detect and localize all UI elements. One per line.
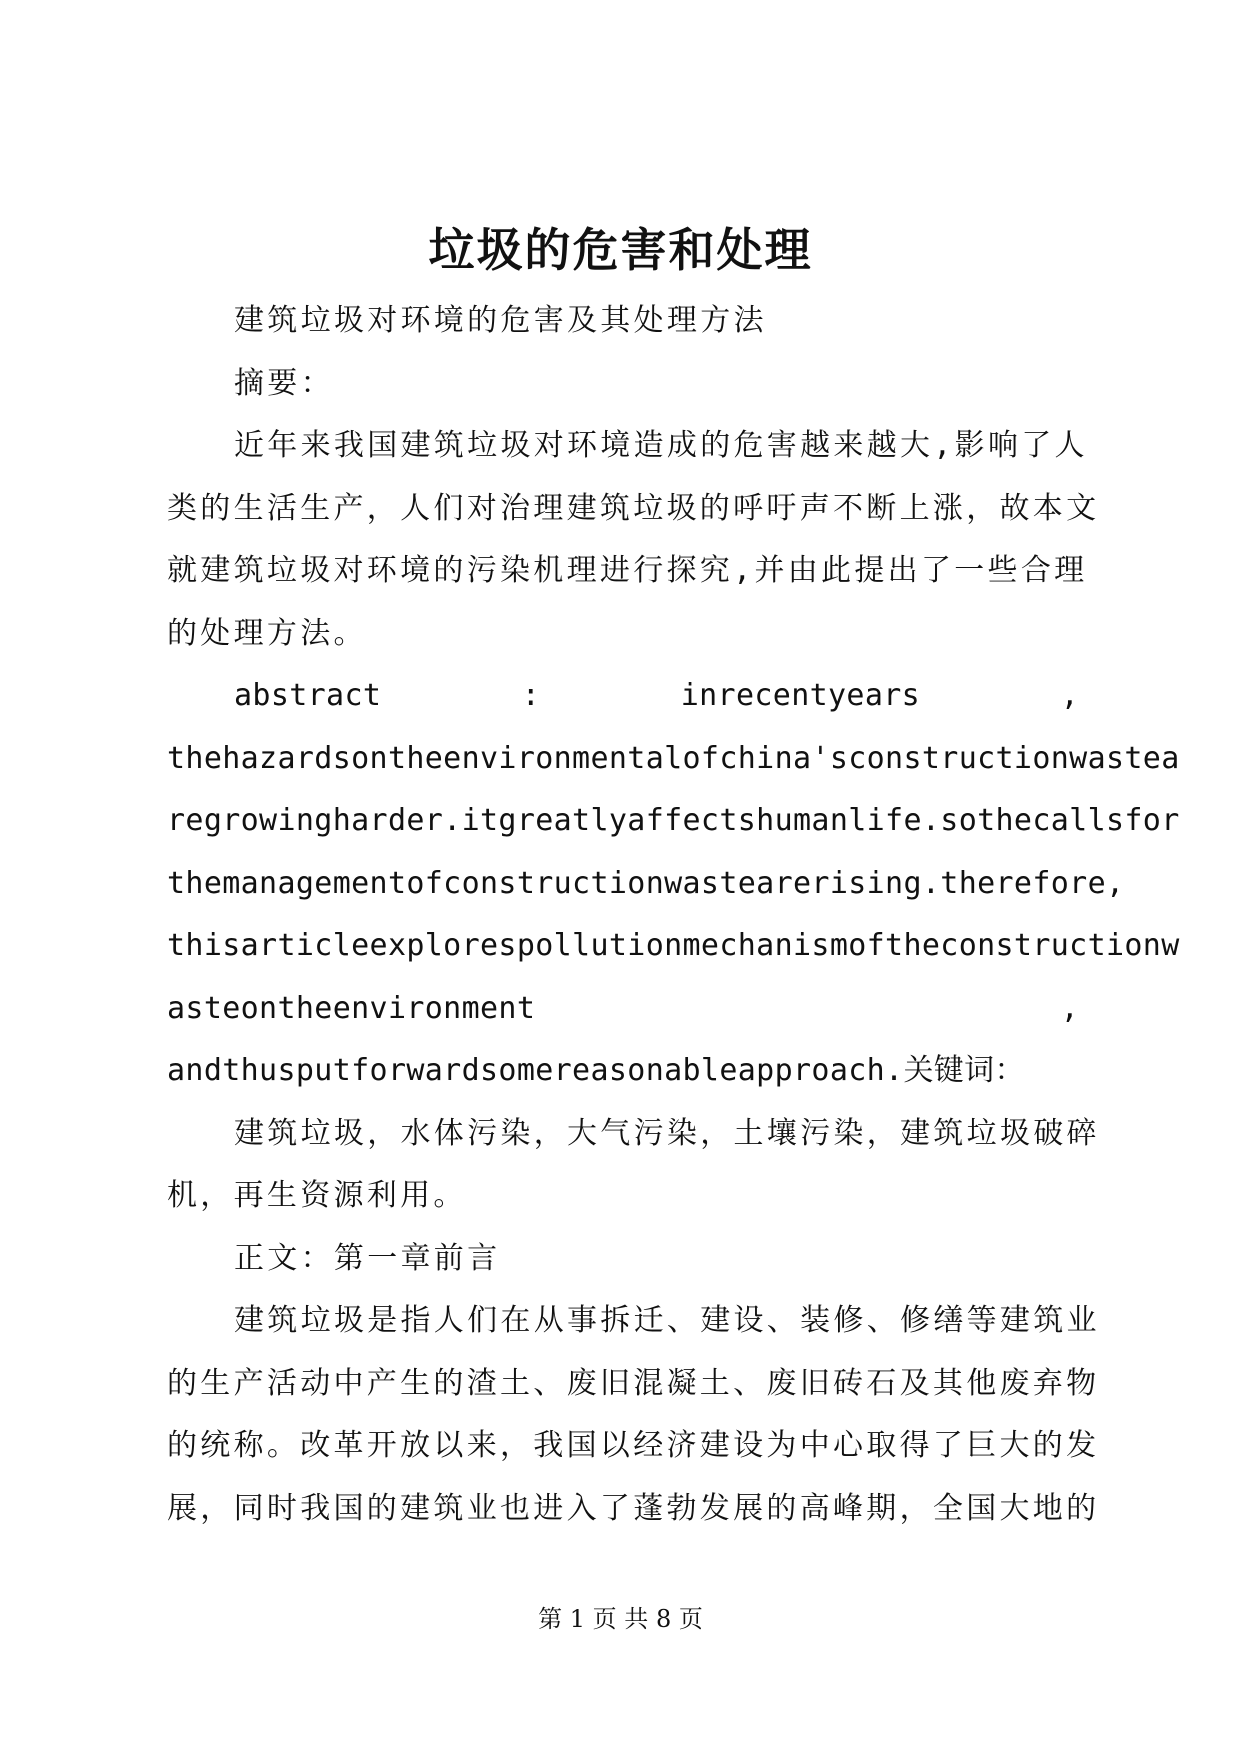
comma: ,: [1106, 865, 1125, 901]
body-line: 建筑垃圾是指人们在从事拆迁、建设、装修、修缮等建筑业: [234, 1303, 1100, 1338]
english-line: [167, 853, 1125, 916]
abstract-line: 的处理方法。: [167, 615, 367, 651]
english-line: [167, 978, 1079, 1041]
abstract-colon: :: [521, 678, 541, 713]
english-line: thisarticleexplorespollutionmechanismoftheconstructionw: [167, 928, 1180, 963]
abstract-line: 近年来我国建筑垃圾对环境造成的危害越来越大,影响了人: [234, 428, 1088, 463]
comma: ,: [1060, 678, 1079, 713]
abstract-line: 就建筑垃圾对环境的污染机理进行探究,并由此提出了一些合理: [167, 553, 1088, 588]
english-line: thehazardsontheenvironmentalofchina'sconstructionwastea: [167, 740, 1180, 776]
abstract-word: abstract: [234, 678, 382, 713]
keywords-line: 机，再生资源利用。: [167, 1178, 467, 1213]
body-line: 的统称。改革开放以来，我国以经济建设为中心取得了巨大的发: [167, 1428, 1100, 1463]
keywords-line: 建筑垃圾，水体污染，大气污染，土壤污染，建筑垃圾破碎: [234, 1115, 1100, 1151]
english-line-keywords: andthusputforwardsomereasonableapproach.关键词：: [167, 1053, 1025, 1088]
abstract-line: 类的生活生产，人们对治理建筑垃圾的呼吁声不断上涨，故本文: [167, 490, 1100, 526]
body-line: 展，同时我国的建筑业也进入了蓬勃发展的高峰期，全国大地的: [167, 1490, 1100, 1526]
chapter-heading: 正文：第一章前言: [234, 1240, 501, 1276]
subtitle: 建筑垃圾对环境的危害及其处理方法: [234, 303, 767, 338]
document-title: 垃圾的危害和处理: [428, 223, 813, 277]
abstract-label: 摘要：: [234, 365, 334, 401]
recent-years-text: inrecentyears: [680, 678, 921, 713]
page-footer: 第 1 页 共 8 页: [538, 1605, 703, 1633]
body-line: 的生产活动中产生的渣土、废旧混凝土、废旧砖石及其他废弃物: [167, 1365, 1100, 1401]
document-body: [167, 290, 1180, 1540]
english-line: regrowingharder.itgreatlyaffectshumanlife.sothecallsfor: [167, 803, 1180, 838]
english-line-text: asteontheenvironment: [167, 990, 536, 1026]
english-line-text: themanagementofconstructionwastearerising.therefore: [167, 865, 1106, 901]
comma: ,: [1060, 990, 1079, 1026]
english-abstract-line: [167, 665, 1079, 728]
